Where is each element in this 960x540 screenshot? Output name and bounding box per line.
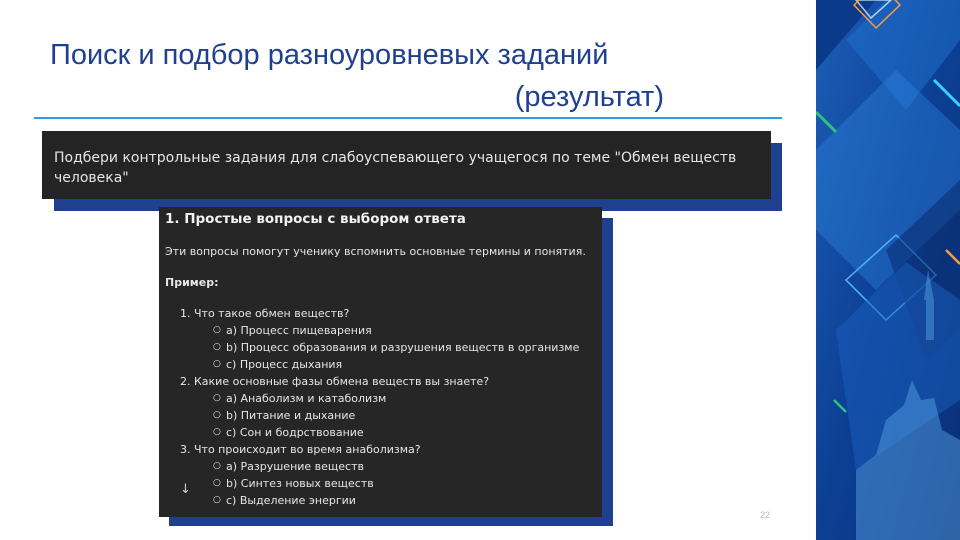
circle-bullet-icon: ○ bbox=[213, 359, 221, 369]
option-item bbox=[165, 475, 596, 492]
question-item bbox=[165, 373, 596, 441]
example-label: Пример: bbox=[165, 276, 219, 289]
prompt-box bbox=[42, 131, 771, 199]
question-text: 1. Что такое обмен веществ? bbox=[180, 307, 350, 320]
circle-bullet-icon: ○ bbox=[213, 427, 221, 437]
option-text: a) Анаболизм и катаболизм bbox=[226, 392, 387, 405]
option-item bbox=[165, 339, 596, 356]
question-list bbox=[165, 305, 596, 509]
slide-title-line1: Поиск и подбор разноуровневых заданий bbox=[50, 39, 609, 71]
option-item bbox=[165, 407, 596, 424]
circle-bullet-icon: ○ bbox=[213, 478, 221, 488]
circle-bullet-icon: ○ bbox=[213, 342, 221, 352]
option-item bbox=[165, 356, 596, 373]
circle-bullet-icon: ○ bbox=[213, 495, 221, 505]
circle-bullet-icon: ○ bbox=[213, 410, 221, 420]
option-text: c) Процесс дыхания bbox=[226, 358, 343, 371]
decorative-side-panel bbox=[816, 0, 960, 540]
title-divider bbox=[34, 117, 782, 119]
question-item bbox=[165, 441, 596, 509]
question-text: 3. Что происходит во время анаболизма? bbox=[180, 443, 421, 456]
option-item bbox=[165, 424, 596, 441]
option-item bbox=[165, 458, 596, 475]
slide-title-line2: (результат) bbox=[514, 81, 664, 113]
option-text: a) Разрушение веществ bbox=[226, 460, 364, 473]
option-list bbox=[165, 322, 596, 373]
question-text: 2. Какие основные фазы обмена веществ вы знаете? bbox=[180, 375, 490, 388]
slide-title bbox=[50, 34, 670, 118]
option-text: b) Питание и дыхание bbox=[226, 409, 356, 422]
answer-intro: Эти вопросы помогут ученику вспомнить основные термины и понятия. bbox=[165, 245, 586, 258]
question-item bbox=[165, 305, 596, 373]
answer-heading: 1. Простые вопросы с выбором ответа bbox=[165, 211, 466, 227]
option-item bbox=[165, 492, 596, 509]
option-item bbox=[165, 322, 596, 339]
option-text: c) Выделение энергии bbox=[226, 494, 356, 507]
circle-bullet-icon: ○ bbox=[213, 325, 221, 335]
arrow-down-icon[interactable]: ↓ bbox=[180, 482, 191, 497]
option-text: b) Процесс образования и разрушения веществ в организме bbox=[226, 341, 580, 354]
option-text: c) Сон и бодрствование bbox=[226, 426, 364, 439]
option-text: b) Синтез новых веществ bbox=[226, 477, 374, 490]
option-item bbox=[165, 390, 596, 407]
answer-box bbox=[159, 207, 602, 517]
prompt-text: Подбери контрольные задания для слабоуспевающего учащегося по теме "Обмен веществ человека" bbox=[54, 150, 737, 186]
option-list bbox=[165, 390, 596, 441]
page-number: 22 bbox=[760, 510, 771, 520]
circle-bullet-icon: ○ bbox=[213, 393, 221, 403]
option-text: a) Процесс пищеварения bbox=[226, 324, 372, 337]
option-list bbox=[165, 458, 596, 509]
circle-bullet-icon: ○ bbox=[213, 461, 221, 471]
